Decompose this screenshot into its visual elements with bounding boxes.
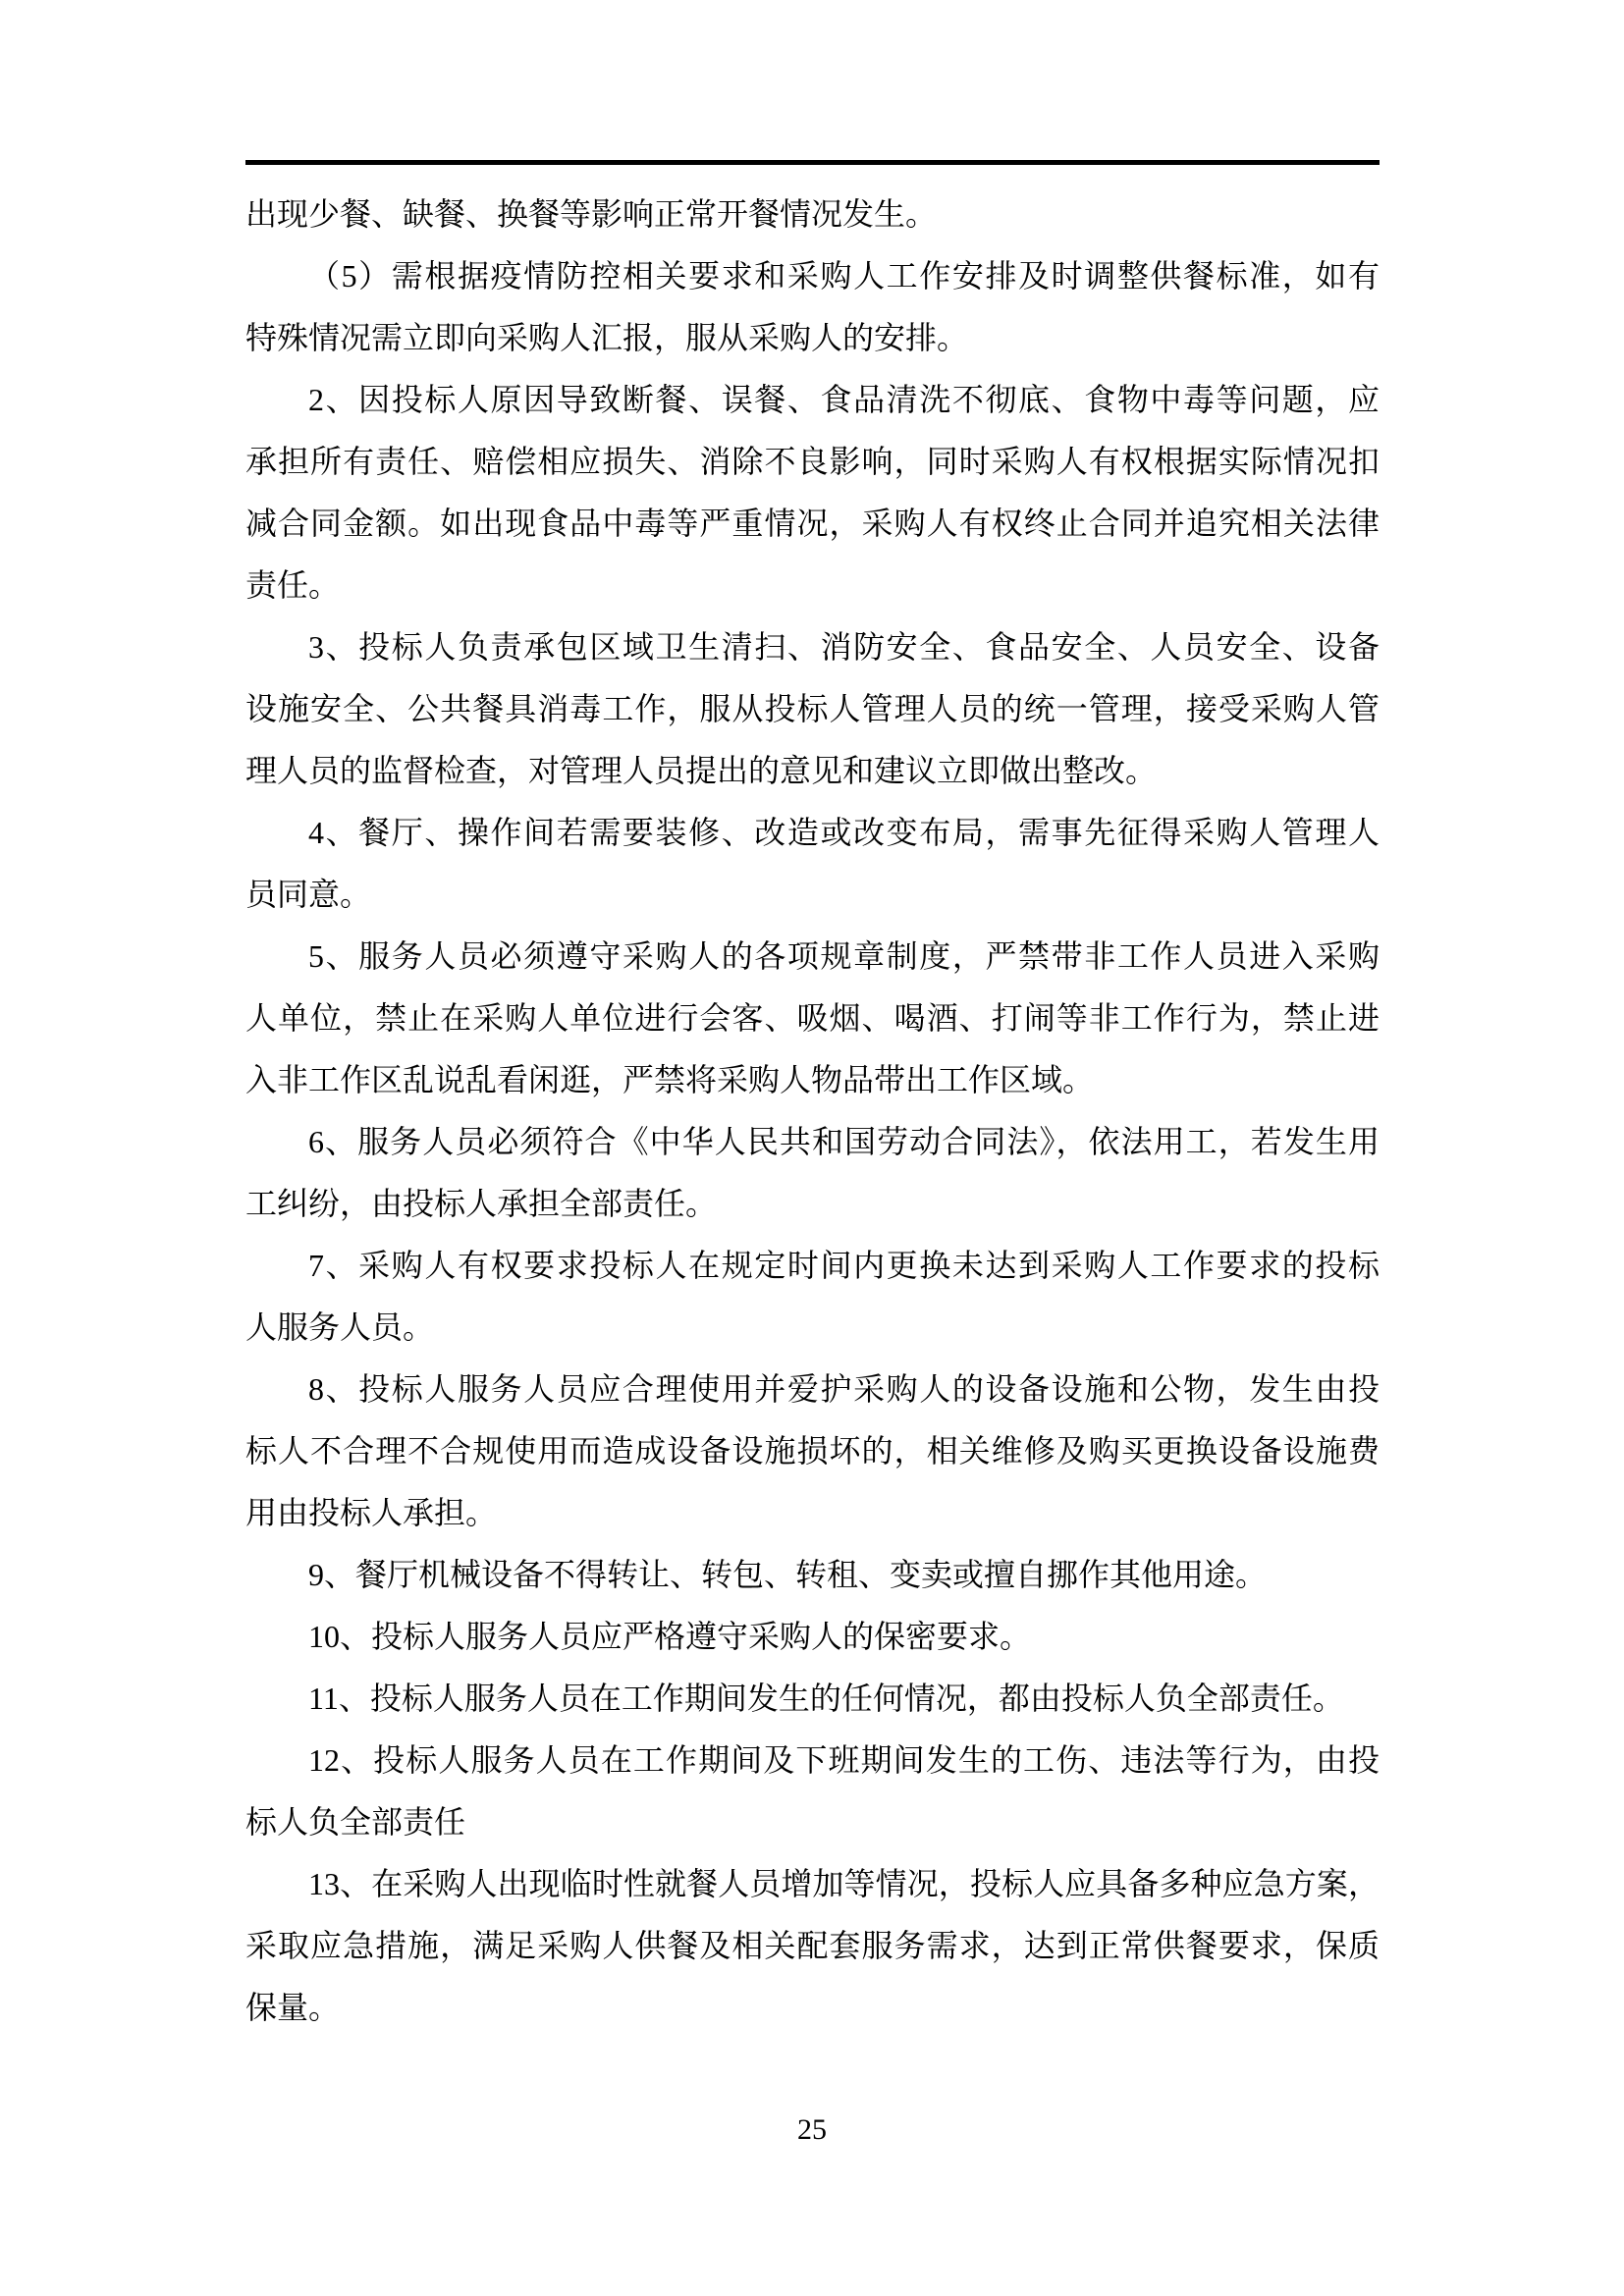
text-line: 设施安全、公共餐具消毒工作，服从投标人管理人员的统一管理，接受采购人管 xyxy=(245,691,1380,726)
text-line: 特殊情况需立即向采购人汇报，服从采购人的安排。 xyxy=(245,320,969,355)
text-line: 4、餐厅、操作间若需要装修、改造或改变布局，需事先征得采购人管理人 xyxy=(308,815,1380,850)
text-line: 理人员的监督检查，对管理人员提出的意见和建议立即做出整改。 xyxy=(245,753,1158,788)
text-line: 8、投标人服务人员应合理使用并爱护采购人的设备设施和公物，发生由投 xyxy=(308,1371,1380,1407)
text-line: 入非工作区乱说乱看闲逛，严禁将采购人物品带出工作区域。 xyxy=(245,1062,1095,1097)
text-line: 12、投标人服务人员在工作期间及下班期间发生的工伤、违法等行为，由投 xyxy=(308,1742,1380,1778)
text-line: 人单位，禁止在采购人单位进行会客、吸烟、喝酒、打闹等非工作行为，禁止进 xyxy=(245,1000,1380,1036)
text-line: （5）需根据疫情防控相关要求和采购人工作安排及时调整供餐标准，如有 xyxy=(308,258,1380,294)
text-line: 出现少餐、缺餐、换餐等影响正常开餐情况发生。 xyxy=(245,196,938,232)
text-line: 用由投标人承担。 xyxy=(245,1495,498,1530)
text-line: 保量。 xyxy=(245,1990,341,2025)
text-line: 9、餐厅机械设备不得转让、转包、转租、变卖或擅自挪作其他用途。 xyxy=(308,1557,1268,1592)
text-line: 10、投标人服务人员应严格遵守采购人的保密要求。 xyxy=(308,1619,1032,1654)
text-line: 承担所有责任、赔偿相应损失、消除不良影响，同时采购人有权根据实际情况扣 xyxy=(245,444,1380,479)
text-line: 减合同金额。如出现食品中毒等严重情况，采购人有权终止合同并追究相关法律 xyxy=(245,506,1380,541)
text-line: 13、在采购人出现临时性就餐人员增加等情况，投标人应具备多种应急方案， xyxy=(308,1866,1380,1901)
text-line: 2、因投标人原因导致断餐、误餐、食品清洗不彻底、食物中毒等问题，应 xyxy=(308,382,1380,417)
text-line: 5、服务人员必须遵守采购人的各项规章制度，严禁带非工作人员进入采购 xyxy=(308,938,1380,974)
text-line: 6、服务人员必须符合《中华人民共和国劳动合同法》，依法用工，若发生用 xyxy=(308,1124,1380,1159)
text-line: 人服务人员。 xyxy=(245,1309,435,1345)
text-line: 标人负全部责任 xyxy=(245,1804,466,1840)
text-line: 11、投标人服务人员在工作期间发生的任何情况，都由投标人负全部责任。 xyxy=(308,1681,1344,1716)
document-body xyxy=(245,184,1380,2039)
text-line: 采取应急措施，满足采购人供餐及相关配套服务需求，达到正常供餐要求，保质 xyxy=(245,1928,1380,1963)
text-line: 3、投标人负责承包区域卫生清扫、消防安全、食品安全、人员安全、设备 xyxy=(308,629,1380,665)
text-line: 工纠纷，由投标人承担全部责任。 xyxy=(245,1186,718,1221)
page-number: 25 xyxy=(797,2113,827,2146)
text-line: 责任。 xyxy=(245,567,341,603)
text-line: 标人不合理不合规使用而造成设备设施损坏的，相关维修及购买更换设备设施费 xyxy=(245,1433,1380,1468)
header-rule xyxy=(245,160,1380,165)
text-line: 员同意。 xyxy=(245,877,372,912)
text-line: 7、采购人有权要求投标人在规定时间内更换未达到采购人工作要求的投标 xyxy=(308,1248,1380,1283)
